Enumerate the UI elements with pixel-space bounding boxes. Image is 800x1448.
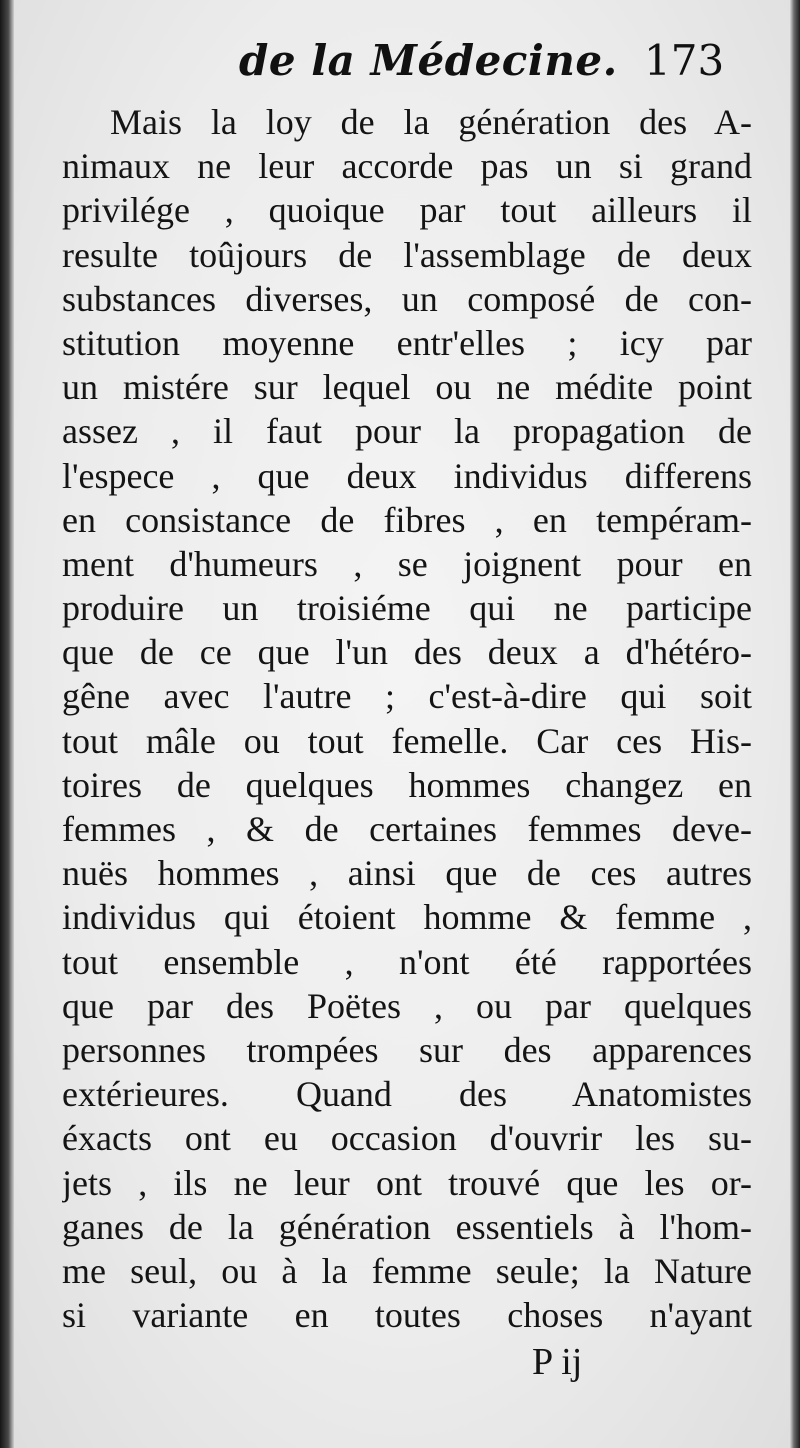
text-line: en consistance de fibres , en tempéram- bbox=[62, 499, 752, 540]
text-line: tout mâle ou tout femelle. Car ces His- bbox=[62, 720, 752, 761]
text-line: si variante en toutes choses n'ayant bbox=[62, 1295, 752, 1336]
text-line: nimaux ne leur accorde pas un si grand bbox=[62, 146, 752, 187]
text-line: resulte toûjours de l'assemblage de deux bbox=[62, 234, 752, 275]
text-line: ganes de la génération essentiels à l'hom- bbox=[62, 1206, 752, 1247]
text-line: extérieures. Quand des Anatomistes bbox=[62, 1074, 752, 1115]
signature-mark: P ij bbox=[532, 1341, 583, 1383]
scan-edge-left bbox=[0, 0, 14, 1448]
running-head bbox=[14, 36, 790, 106]
text-line: substances diverses, un composé de con- bbox=[62, 278, 752, 319]
text-line: toires de quelques hommes changez en bbox=[62, 764, 752, 805]
text-line: que par des Poëtes , ou par quelques bbox=[62, 985, 752, 1026]
scan-edge-right bbox=[790, 0, 800, 1448]
body-text bbox=[62, 100, 752, 1337]
text-line: éxacts ont eu occasion d'ouvrir les su- bbox=[62, 1118, 752, 1159]
text-line: ment d'humeurs , se joignent pour en bbox=[62, 543, 752, 584]
text-line: femmes , & de certaines femmes deve- bbox=[62, 809, 752, 849]
text-line: individus qui étoient homme & femme , bbox=[62, 897, 752, 938]
text-line: produire un troisiéme qui ne participe bbox=[62, 588, 752, 629]
text-line: Mais la loy de la génération des A- bbox=[110, 102, 752, 142]
text-line: assez , il faut pour la propagation de bbox=[62, 411, 752, 452]
book-page bbox=[14, 0, 790, 1448]
page-number: 173 bbox=[644, 36, 725, 85]
text-line: que de ce que l'un des deux a d'hétéro- bbox=[62, 632, 752, 673]
text-line: stitution moyenne entr'elles ; icy par bbox=[62, 322, 752, 363]
text-line: personnes trompées sur des apparences bbox=[62, 1029, 752, 1070]
text-line: l'espece , que deux individus differens bbox=[62, 455, 752, 496]
text-line: un mistére sur lequel ou ne médite point bbox=[62, 367, 752, 408]
text-line: tout ensemble , n'ont été rapportées bbox=[62, 941, 752, 982]
running-head-title: de la Médecine. bbox=[239, 36, 618, 85]
text-line: nuës hommes , ainsi que de ces autres bbox=[62, 853, 752, 894]
text-line: gêne avec l'autre ; c'est-à-dire qui soit bbox=[62, 676, 752, 717]
text-line: me seul, ou à la femme seule; la Nature bbox=[62, 1250, 752, 1291]
text-line: jets , ils ne leur ont trouvé que les or- bbox=[62, 1162, 752, 1203]
text-line: privilége , quoique par tout ailleurs il bbox=[62, 190, 752, 231]
